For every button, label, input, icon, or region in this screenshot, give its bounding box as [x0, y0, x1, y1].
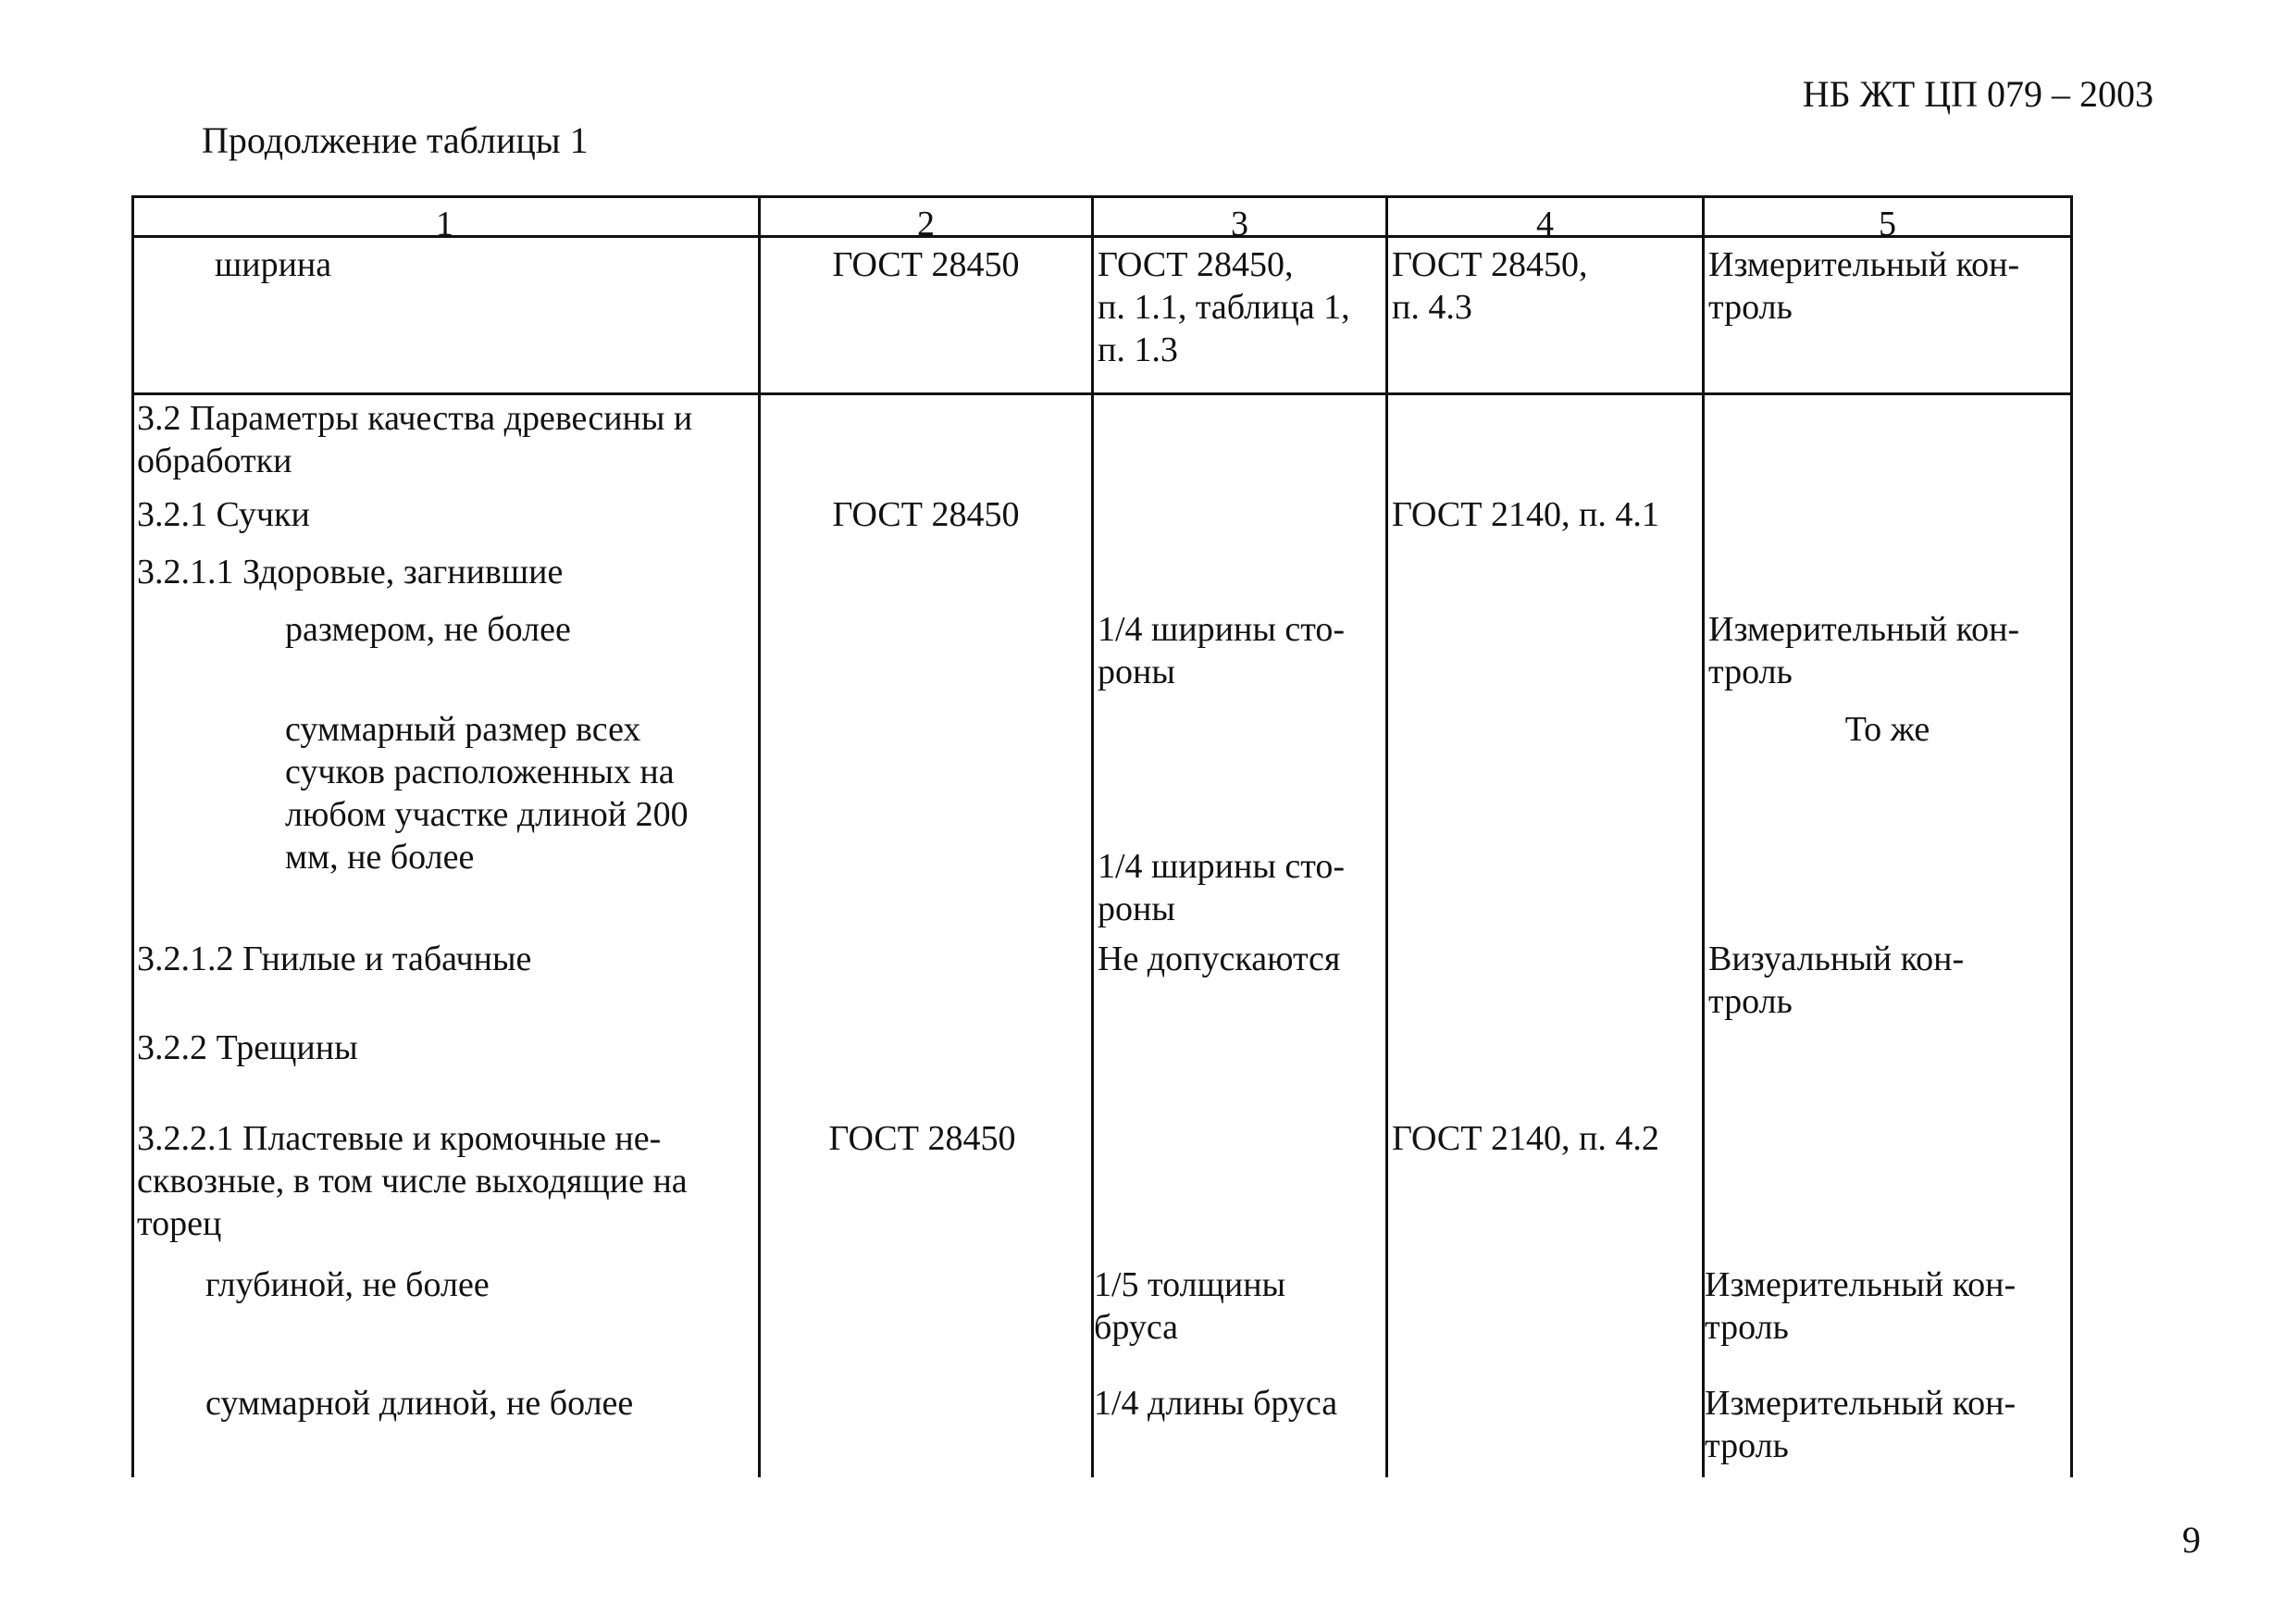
cell-cracks-method: ГОСТ 2140, п. 4.2	[1392, 1119, 1659, 1158]
page-number: 9	[2182, 1519, 2201, 1561]
table-border-right	[2070, 195, 2073, 1477]
cell-crack-depth-control: Измерительный кон- троль	[1705, 1265, 2017, 1347]
cell-cracks-standard: ГОСТ 28450	[828, 1119, 1016, 1158]
cell-rotten-knots-control: Визуальный кон- троль	[1708, 940, 1965, 1021]
cell-knot-size-requirement: 1/4 ширины сто- роны	[1098, 610, 1345, 691]
cell-crack-total-length-requirement: 1/4 длины бруса	[1094, 1384, 1338, 1423]
table	[131, 195, 2073, 1477]
cell-knot-size: размером, не более	[285, 610, 571, 649]
cell-width-control: Измерительный кон- троль	[1708, 245, 2020, 327]
cell-crack-depth-requirement: 1/5 толщины бруса	[1094, 1265, 1286, 1347]
cell-total-knot-size-requirement: 1/4 ширины сто- роны	[1098, 847, 1345, 928]
column-divider-3	[1385, 195, 1388, 1477]
cell-cracks-section: 3.2.2 Трещины	[137, 1028, 358, 1067]
column-number-5: 5	[1879, 205, 1896, 243]
column-number-4: 4	[1536, 205, 1554, 243]
column-divider-1	[758, 195, 761, 1477]
row-divider	[131, 392, 2073, 395]
cell-face-edge-cracks: 3.2.2.1 Пластевые и кромочные не- сквозные, в том числе выходящие на торец	[137, 1119, 688, 1243]
cell-crack-total-length-control: Измерительный кон- троль	[1705, 1384, 2017, 1465]
cell-rotten-knots-requirement: Не допускаются	[1098, 940, 1341, 978]
cell-width-param: ширина	[215, 245, 332, 284]
column-number-1: 1	[436, 205, 453, 243]
cell-crack-total-length: суммарной длиной, не более	[205, 1384, 634, 1423]
column-number-2: 2	[917, 205, 935, 243]
cell-width-method: ГОСТ 28450, п. 4.3	[1392, 245, 1588, 327]
cell-total-knot-size-control: То же	[1844, 710, 1930, 749]
cell-crack-depth: глубиной, не более	[205, 1265, 490, 1304]
cell-wood-quality-section: 3.2 Параметры качества древесины и обработки	[137, 399, 693, 480]
document-code: НБ ЖТ ЦП 079 – 2003	[1802, 73, 2153, 115]
cell-healthy-knots: 3.2.1.1 Здоровые, загнившие	[137, 553, 564, 591]
cell-width-requirement: ГОСТ 28450, п. 1.1, таблица 1, п. 1.3	[1098, 245, 1350, 369]
table-border-top	[131, 195, 2073, 198]
cell-knot-size-control: Измерительный кон- троль	[1708, 610, 2020, 691]
cell-knots-section: 3.2.1 Сучки	[137, 495, 310, 534]
cell-total-knot-size: суммарный размер всех сучков расположенных на любом участке длиной 200 мм, не более	[285, 710, 689, 877]
cell-rotten-knots: 3.2.1.2 Гнилые и табачные	[137, 940, 532, 978]
table-border-left	[131, 195, 134, 1477]
cell-knots-method: ГОСТ 2140, п. 4.1	[1392, 495, 1659, 534]
table-continuation-title: Продолжение таблицы 1	[202, 119, 589, 161]
column-number-3: 3	[1231, 205, 1248, 243]
cell-width-standard: ГОСТ 28450	[832, 245, 1020, 284]
cell-knots-standard: ГОСТ 28450	[832, 495, 1020, 534]
